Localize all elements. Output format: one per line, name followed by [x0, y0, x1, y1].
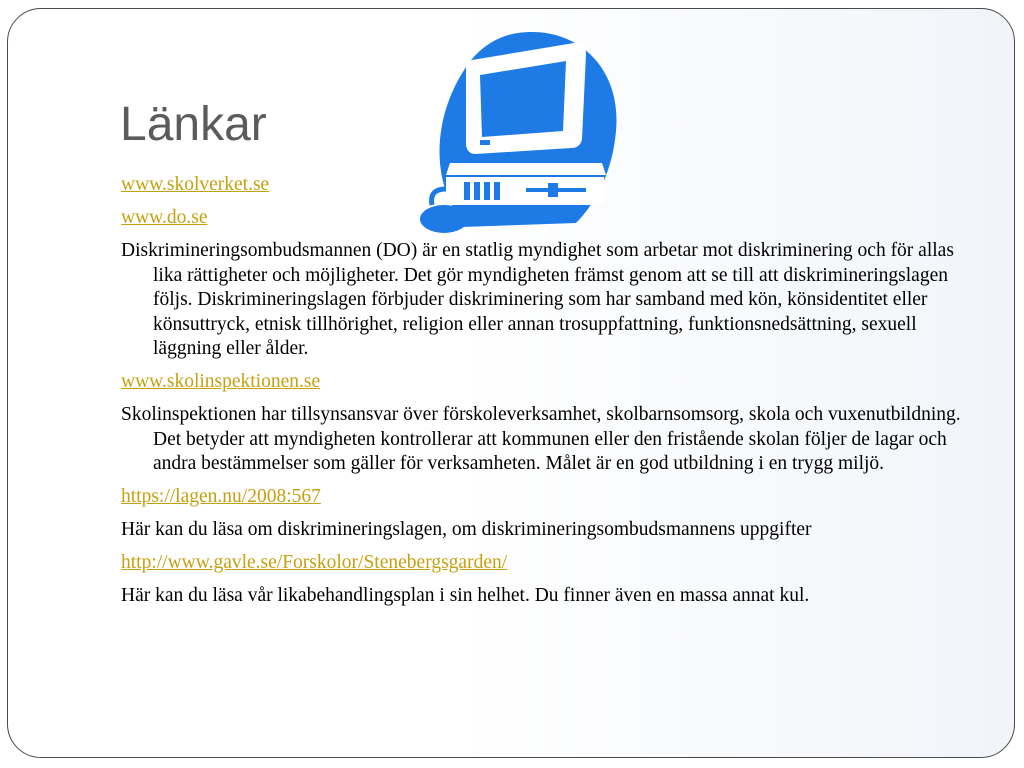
slide-content [121, 173, 981, 617]
link-item [121, 485, 981, 510]
link[interactable]: www.skolverket.se [121, 174, 270, 195]
link[interactable]: http://www.gavle.se/Forskolor/Stenebergsgarden/ [121, 552, 508, 573]
link[interactable]: https://lagen.nu/2008:567 [121, 486, 321, 507]
link-item [121, 551, 981, 576]
link-item [121, 173, 981, 198]
description-text: Skolinspektionen har tillsynsansvar över förskoleverksamhet, skolbarnsomsorg, skola och vuxenutbildning. Det betyder att myndigheten kontrollerar att kommunen eller den fristående skolan följer de lagar och andra bestämmelser som gäller för verksamheten. Målet är en god utbildning i en trygg miljö. [121, 404, 961, 474]
link-item [121, 370, 981, 395]
description-text: Här kan du läsa vår likabehandlingsplan i sin helhet. Du finner även en massa annat kul. [121, 585, 810, 606]
link[interactable]: www.do.se [121, 207, 208, 228]
slide-title: Länkar [120, 98, 267, 151]
description-text: Diskrimineringsombudsmannen (DO) är en statlig myndighet som arbetar mot diskriminering och för allas lika rättigheter och möjligheter. Det gör myndigheten främst genom att se till att diskrimineringslagen följs. Diskrimineringslagen förbjuder diskriminering som har samband med kön, könsidentitet eller könsuttryck, etnisk tillhörighet, religion eller annan trosuppfattning, funktionsnedsättning, sexuell läggning eller ålder. [121, 240, 954, 359]
slide [7, 8, 1015, 758]
description-text: Här kan du läsa om diskrimineringslagen, om diskrimineringsombudsmannens uppgifter [121, 519, 812, 540]
link-item [121, 206, 981, 231]
link[interactable]: www.skolinspektionen.se [121, 371, 321, 392]
